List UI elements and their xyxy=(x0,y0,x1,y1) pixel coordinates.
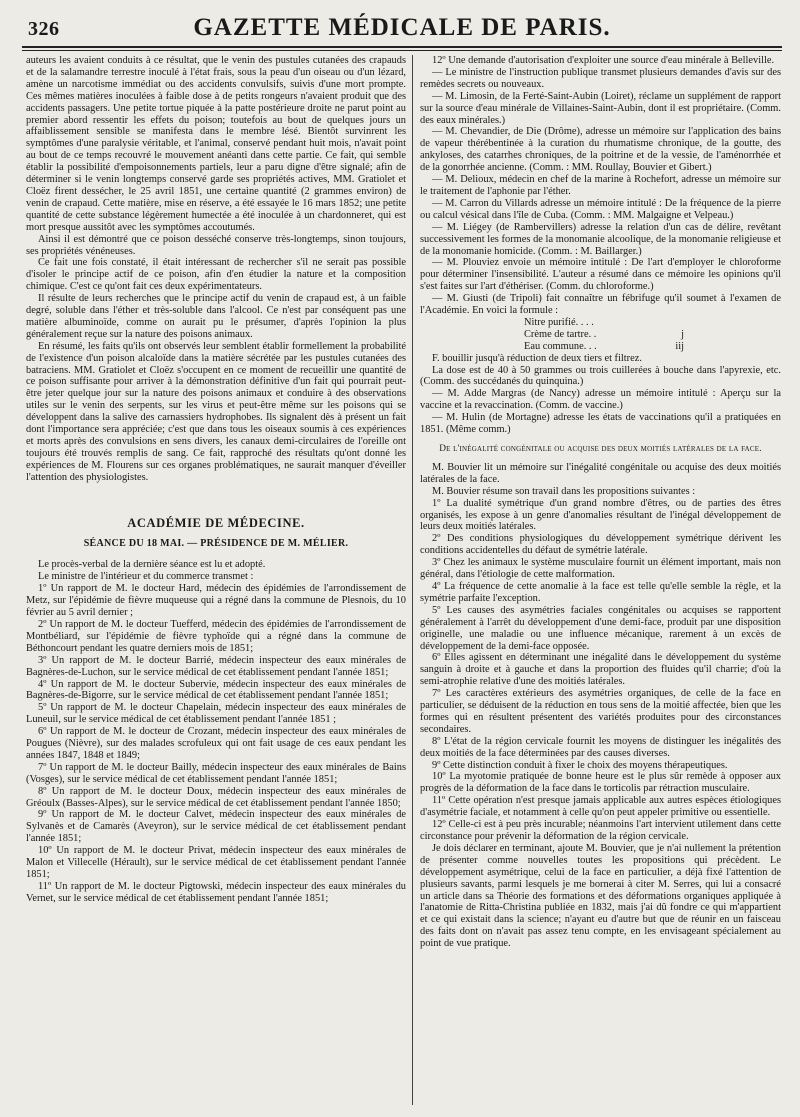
list-item: 7º Les caractères extérieurs des asymétries organiques, de celle de la face en particulier, se déduisent de la réduction en tous sens de la moitié affectée, bien que les formes qui en résultent présentent des variétés produites pour des circonstances secondaires. xyxy=(420,688,781,735)
paragraph: — M. Chevandier, de Die (Drôme), adresse un mémoire sur l'application des bains de vapeur thérébentinée à la curation du rhumatisme chronique, de la goutte, des ankyloses, des catarrhes chroniques, de la poitrine et de la vessie, de l'aménorrhée et de la gonorrhée ancienne. (Comm. : MM. Roullay, Bouvier et Gibert.) xyxy=(420,126,781,174)
list-item: 2º Des conditions physiologiques du développement symétrique dérivent les conditions accidentelles du défaut de symétrie latérale. xyxy=(420,533,781,557)
list-item: 10º Un rapport de M. le docteur Privat, médecin inspecteur des eaux minérales de Malon et Villecelle (Hérault), sur le service médical de cet établissement pendant l'année 1851; xyxy=(26,845,406,880)
formula-row xyxy=(524,341,684,353)
formula-block xyxy=(524,317,684,353)
paragraph: Ce fait une fois constaté, il était intéressant de rechercher s'il ne serait pas possible d'isoler le principe actif de ce poison, afin d'en étudier la nature et la composition chimique. C'est ce qu'ont fait ces deux expérimentateurs. xyxy=(26,257,406,293)
left-column xyxy=(26,55,406,1111)
paragraph: Je dois déclarer en terminant, ajoute M. Bouvier, que je n'ai nullement la prétention de présenter comme nouvelles toutes les propositions qui précèdent. Le développement asymétrique, celui de la face en particulier, a déjà fixé l'attention de plusieurs savants, parmi lesquels je me bornerai à citer M. Serres, qui lui a consacré un article dans sa Théorie des formations et des déformations organiques appliquée à l'anatomie de Ritta-Christina publiée en 1832, mais j'ai dû fondre ce qui m'appartient et ce qui existait dans la science; n'ayant eu d'autre but que de réunir en un faisceau des faits dont on n'avait pas assez tenu compte, en les envisageant spécialement au point de vue pratique. xyxy=(420,842,781,950)
list-item: 6º Un rapport de M. le docteur de Crozant, médecin inspecteur des eaux minérales de Pougues (Nièvre), sur des malades scrofuleux qui ont fait usage de ces eaux pendant les années 1847, 1848 et 1849; xyxy=(26,726,406,761)
list-item: 4º La fréquence de cette anomalie à la face est telle qu'elle semble la règle, et la symétrie parfaite l'exception. xyxy=(420,580,781,604)
list-item: 2º Un rapport de M. le docteur Tuefferd, médecin des épidémies de l'arrondissement de Montbéliard, sur l'épidémie de fièvre typhoïde qui a régné dans la commune de Béthoncourt pendant les quatre derniers mois de 1851; xyxy=(26,618,406,654)
paragraph: Le procès-verbal de la dernière séance est lu et adopté. xyxy=(38,559,266,571)
list-item: 7º Un rapport de M. le docteur Bailly, médecin inspecteur des eaux minérales de Bains (Vosges), sur le service médical de cet établissement pendant l'année 1851; xyxy=(26,761,406,785)
paragraph: — M. Limosin, de la Ferté-Saint-Aubin (Loiret), réclame un supplément de rapport sur la source d'eau minérale de Villaines-Saint-Aubin, dont il est propriétaire. (Comm. des eaux minérales.) xyxy=(420,90,781,126)
paragraph: Ainsi il est démontré que ce poison desséché conserve très-longtemps, sinon toujours, ses propriétés vénéneuses. xyxy=(26,233,406,257)
header-rule xyxy=(22,46,782,48)
list-item: 1º La dualité symétrique d'un grand nombre d'êtres, ou de parties des êtres organisés, les expose à un genre d'anomalies résultant de l'inégal développement de leurs deux moitiés latérales. xyxy=(420,497,781,533)
page-number: 326 xyxy=(28,18,60,40)
paragraph: M. Bouvier résume son travail dans les propositions suivantes : xyxy=(432,485,696,497)
page-header xyxy=(22,10,782,44)
list-item: 3º Chez les animaux le système musculaire fournit un élément important, mais non général, dans l'étiologie de cette malformation. xyxy=(420,557,781,581)
paragraph: Il résulte de leurs recherches que le principe actif du venin de crapaud est, à un faible degré, soluble dans l'éther et très-soluble dans l'alcool. Ce n'est par conséquent pas une matière albuminoïde, comme on aurait pu le présumer, d'après l'opinion la plus généralement reçue sur la nature des poisons animaux. xyxy=(26,293,406,340)
formula-quantity: j xyxy=(681,328,684,340)
paragraph: Le ministre de l'intérieur et du commerce transmet : xyxy=(38,571,254,583)
list-item: 5º Un rapport de M. le docteur Chapelain, médecin inspecteur des eaux minérales de Luneuil, sur le service médical de cet établissement pendant l'année 1851 ; xyxy=(26,702,406,726)
subsection-title: De l'inégalité congénitale ou acquise des deux moitiés latérales de la face. xyxy=(439,444,762,454)
list-item: 4º Un rapport de M. le docteur Subervie, médecin inspecteur des eaux minérales de Bagnères-de-Bigorre, sur le service médical de cet établissement pendant l'année 1851; xyxy=(26,678,406,702)
section-title: ACADÉMIE DE MÉDECINE. xyxy=(127,515,305,530)
list-item: 11º Un rapport de M. le docteur Pigtowski, médecin inspecteur des eaux minérales du Vernet, sur le service médical de cet établissement pendant l'année 1851; xyxy=(26,880,406,904)
paragraph: La dose est de 40 à 50 grammes ou trois cuillerées à bouche dans l'apyrexie, etc. (Comm. des succédanés du quinquina.) xyxy=(420,364,781,388)
formula-row xyxy=(524,329,684,341)
list-item: 9º Un rapport de M. le docteur Calvet, médecin inspecteur des eaux minérales de Sylvanès et de Camarès (Aveyron), sur le service médical de cet établissement pendant l'année 1851; xyxy=(26,809,406,845)
paragraph: — M. Hulin (de Mortagne) adresse les états de vaccinations qu'il a pratiquées en 1851. (Même comm.) xyxy=(420,412,781,436)
paragraph: M. Bouvier lit un mémoire sur l'inégalité congénitale ou acquise des deux moitiés latérales de la face. xyxy=(420,461,781,485)
formula-quantity: iij xyxy=(675,340,684,352)
formula-ingredient: Nitre purifié. . . . xyxy=(524,316,594,328)
column-divider xyxy=(412,55,413,1105)
right-column xyxy=(420,55,781,1111)
list-item: 10º La myotomie pratiquée de bonne heure est le plus sûr remède à opposer aux progrès de la déformation de la face dans le torticolis par rétraction musculaire. xyxy=(420,771,781,795)
list-item: 3º Un rapport de M. le docteur Barrié, médecin inspecteur des eaux minérales de Bagnères-de-Luchon, sur le service médical de cet établissement pendant l'année 1851; xyxy=(26,654,406,678)
session-title: SÉANCE DU 18 MAI. — PRÉSIDENCE DE M. MÉLIER. xyxy=(83,537,349,549)
formula-row xyxy=(524,317,684,329)
list-item: 8º Un rapport de M. le docteur Doux, médecin inspecteur des eaux minérales de Gréoulx (Basses-Alpes), sur le service médical de cet établissement pendant l'année 1850; xyxy=(26,785,406,809)
paragraph: — M. Adde Margras (de Nancy) adresse un mémoire intitulé : Aperçu sur la vaccine et la revaccination. (Comm. de vaccine.) xyxy=(420,388,781,412)
list-item: 5º Les causes des asymétries faciales congénitales ou acquises se rapportent généralement à l'arrêt du développement d'une demi-face, produit par une disposition originelle, une maladie ou une influence mécanique, rarement à un excès de développement de la demi-face opposée. xyxy=(420,604,781,652)
formula-ingredient: Crème de tartre. . xyxy=(524,328,597,340)
paragraph: — M. Giusti (de Tripoli) fait connaître un fébrifuge qu'il soumet à l'examen de l'Académie. En voici la formule : xyxy=(420,293,781,317)
paragraph: — M. Delioux, médecin en chef de la marine à Rochefort, adresse un mémoire sur le traitement de l'aphonie par l'éther. xyxy=(420,174,781,197)
paragraph: auteurs les avaient conduits à ce résultat, que le venin des pustules cutanées des crapauds et de la salamandre terrestre inoculé à l'état frais, sous la peau d'un oiseau ou d'un lézard, amène un narcotisme immédiat ou des accidents convulsifs, suivis d'une mort prompte. Ces mêmes matières inoculées à faible dose à de petits rongeurs n'avaient produit que des accidents passagers. Une petite tortue piquée à la patte postérieure droite ne parut point au premier abord ressentir les effets du poison; toutefois au bout de quelques jours un affaiblissement sensible se manifesta dans le membre lésé. Bientôt survinrent les symptômes d'une paralysie véritable, et l'animal, conservé pendant huit mois, n'avait point au bout de ce temps recouvré le mouvement anéanti dans cette partie. Ce fait, qui semble établir la possibilité d'empoisonnements partiels, leur a paru digne d'être signalé; afin de déterminer si le venin longtemps conservé garde ses propriétés actives, MM. Gratiolet et Cloëz firent dessécher, le 25 avril 1851, une certaine quantité (2 grammes environ) de venin de crapaud. Cette matière, mise en réserve, a été essayée le 16 mars 1852; une petite quantité de cette substance légèrement humectée a été inoculée à un chardonneret, qui est mort presque aussitôt avec les symptômes accoutumés. xyxy=(26,55,406,233)
paragraph: — M. Liégey (de Rambervillers) adresse la relation d'un cas de délire, revêtant successivement les formes de la monomanie alcoolique, de la monomanie religieuse et de la monomanie homicide. (Comm. : M. Baillarger.) xyxy=(420,221,781,257)
list-item: 9º Cette distinction conduit à fixer le choix des moyens thérapeutiques. xyxy=(432,759,728,771)
header-rule-thin xyxy=(22,50,782,51)
paragraph: — Le ministre de l'instruction publique transmet plusieurs demandes d'avis sur des remèdes secrets ou nouveaux. xyxy=(420,66,781,90)
list-item: 6º Elles agissent en déterminant une inégalité dans le développement du système sanguin à droite et à gauche et dans la proportion des fluides qu'il charrie; d'où la semi-atrophie relative d'une des moitiés latérales. xyxy=(420,652,781,688)
list-item: 12º Celle-ci est à peu près incurable; néanmoins l'art intervient utilement dans cette circonstance pour prévenir la déformation de la région cervicale. xyxy=(420,819,781,842)
list-item: 1º Un rapport de M. le docteur Hard, médecin des épidémies de l'arrondissement de Metz, sur l'épidémie de fièvre muqueuse qui a régné dans la commune de Plesnois, du 10 février au 5 avril dernier ; xyxy=(26,583,406,619)
journal-title: GAZETTE MÉDICALE DE PARIS. xyxy=(193,14,611,41)
list-item: 8º L'état de la région cervicale fournit les moyens de distinguer les inégalités des deux moitiés de la face déterminées par des causes diverses. xyxy=(420,735,781,759)
paragraph: — M. Plouviez envoie un mémoire intitulé : De l'art d'employer le chloroforme pour déterminer l'insensibilité. L'auteur a résumé dans ce mémoire les opinions qu'il s'est faites sur l'art d'éthériser. (Comm. du chloroforme.) xyxy=(420,257,781,293)
formula-instruction: F. bouillir jusqu'à réduction de deux tiers et filtrez. xyxy=(432,352,642,364)
formula-ingredient: Eau commune. . . xyxy=(524,340,597,352)
paragraph: — M. Carron du Villards adresse un mémoire intitulé : De la fréquence de la pierre ou calcul vésical dans l'île de Cuba. (Comm. : MM. Malgaigne et Velpeau.) xyxy=(420,197,781,221)
list-item: 11º Cette opération n'est presque jamais applicable aux autres espèces étiologiques d'asymétrie faciale, et notamment à celle qu'on peut appeler primitive ou essentielle. xyxy=(420,795,781,819)
list-item: 12º Une demande d'autorisation d'exploiter une source d'eau minérale à Belleville. xyxy=(432,55,775,66)
paragraph: En résumé, les faits qu'ils ont observés leur semblent établir formellement la probabilité de l'existence d'un poison alcaloïde dans la matière sécrétée par les pustules cutanées des batraciens. MM. Gratiolet et Cloëz s'occupent en ce moment de recueillir une quantité de ce poison suffisante pour arriver à la démonstration définitive d'un fait qui pourrait peut-être jeter quelque jour sur la nature des poisons animaux et conduire à des observations utiles sur le venin des serpents, sur les virus et peut-être même sur les poisons qui se développent dans la salive des carnassiers hydrophobes. Ils signalent dès à présent un fait dont l'importance sera appréciée; c'est que dans tous les oiseaux soumis à ces expériences et morts après des convulsions en sens divers, les canaux demi-circulaires de l'oreille ont toujours été trouvés remplis de sang. Ce fait, rapproché des résultats qu'ont donné les expériences de M. Flourens sur ces organes problématiques, ne saurait manquer d'éveiller l'attention des physiologistes. xyxy=(26,340,406,483)
